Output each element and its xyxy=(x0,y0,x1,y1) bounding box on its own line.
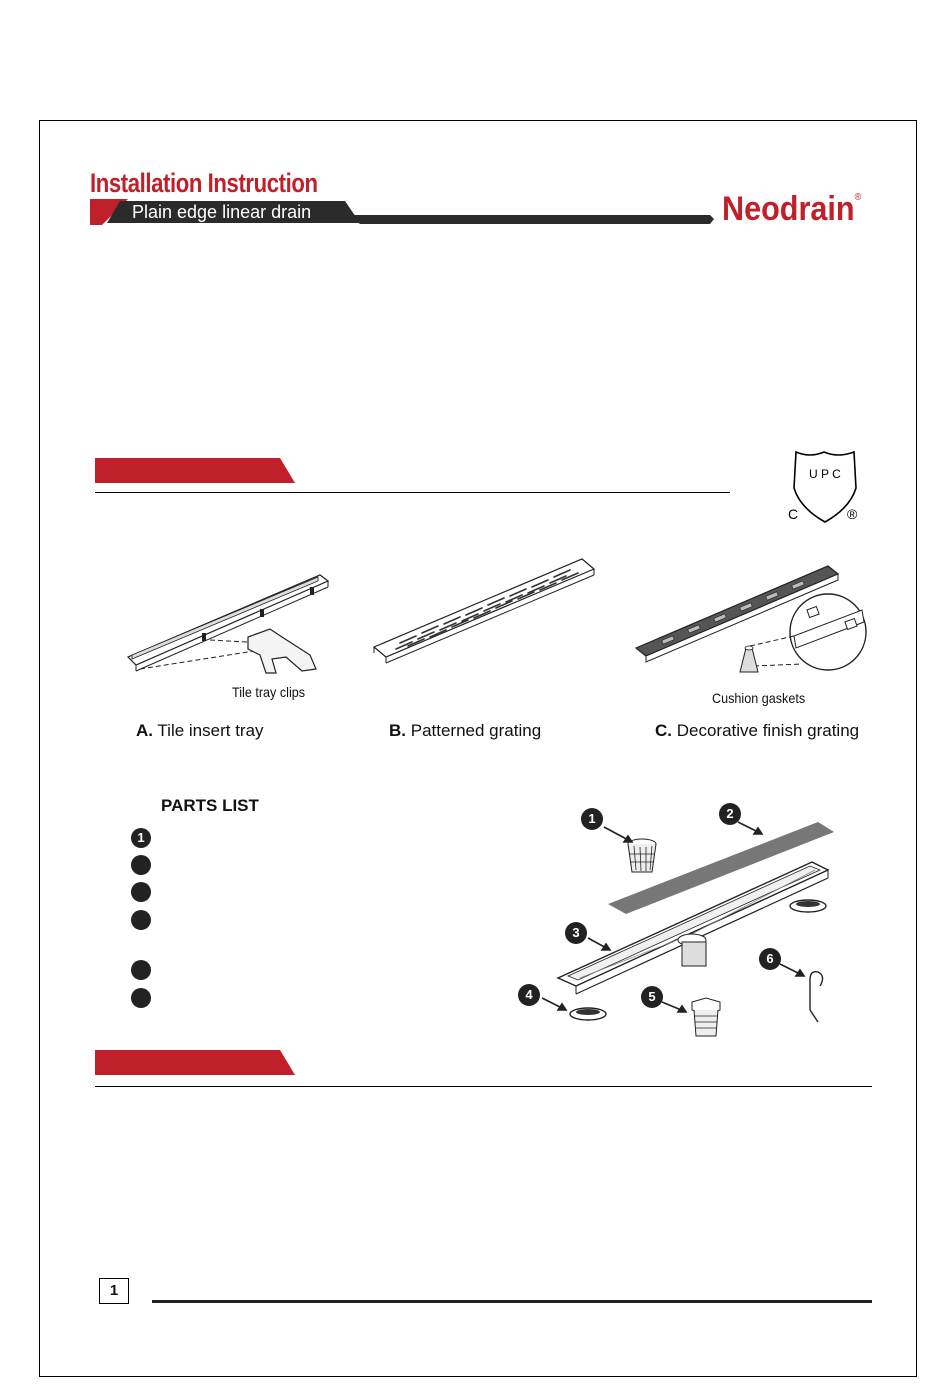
product-c-caption xyxy=(655,721,859,741)
callout-1: 1 xyxy=(581,808,603,830)
product-a-caption xyxy=(136,721,264,741)
product-a-name: Tile insert tray xyxy=(157,721,264,740)
callout-2: 2 xyxy=(719,803,741,825)
product-c-name: Decorative finish grating xyxy=(676,721,860,740)
brand-logo xyxy=(722,190,861,229)
parts-list-title: PARTS LIST xyxy=(161,796,259,815)
footer-rule xyxy=(152,1300,872,1303)
brand-name: Neodrain xyxy=(722,190,855,228)
product-b-name: Patterned grating xyxy=(410,721,542,740)
patterned-grating-image xyxy=(370,555,600,665)
document-title: Installation Instruction xyxy=(90,168,318,198)
section-rule-1 xyxy=(95,492,730,493)
upc-cert-icon xyxy=(780,448,870,528)
page-number: 1 xyxy=(99,1278,129,1304)
callout-4: 4 xyxy=(518,984,540,1006)
page-frame xyxy=(39,120,917,1377)
upc-letters: U P C xyxy=(809,467,841,481)
cushion-gaskets-label: Cushion gaskets xyxy=(712,690,806,706)
product-c-letter: C. xyxy=(655,721,672,740)
tile-tray-clips-label: Tile tray clips xyxy=(232,684,306,700)
parts-bullet-5 xyxy=(131,960,151,980)
upc-c-letter: C xyxy=(788,506,799,522)
tile-insert-tray-image xyxy=(120,565,335,685)
product-b-caption xyxy=(389,721,541,741)
callout-5: 5 xyxy=(641,986,663,1008)
parts-bullet-3 xyxy=(131,882,151,902)
product-a-letter: A. xyxy=(136,721,153,740)
section-bar-1 xyxy=(95,458,295,483)
upc-registered: ® xyxy=(847,506,858,522)
document-subtitle: Plain edge linear drain xyxy=(132,202,312,222)
parts-bullet-6 xyxy=(131,988,151,1008)
parts-bullet-2 xyxy=(131,855,151,875)
section-rule-2 xyxy=(95,1086,872,1087)
parts-bullet-1: 1 xyxy=(131,828,151,848)
parts-bullet-4 xyxy=(131,910,151,930)
product-b-letter: B. xyxy=(389,721,406,740)
callout-6: 6 xyxy=(759,948,781,970)
decorative-grating-image xyxy=(632,560,872,690)
callout-3: 3 xyxy=(565,922,587,944)
drain-exploded-diagram xyxy=(510,800,850,1045)
section-bar-2 xyxy=(95,1050,295,1075)
registered-mark: ® xyxy=(854,192,862,203)
